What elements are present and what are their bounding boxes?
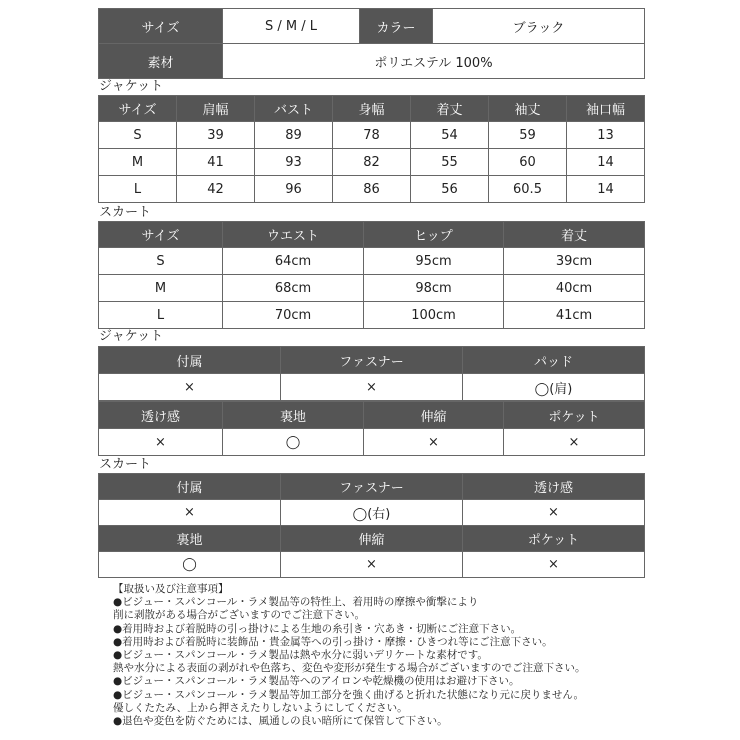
- table-row: [99, 374, 645, 401]
- table-row: [99, 122, 645, 149]
- cell: 55: [411, 149, 489, 176]
- note-line: 削に剥散がある場合がございますのでご注意下さい。: [113, 609, 365, 622]
- cell: ×: [504, 429, 645, 456]
- cell: M: [99, 275, 223, 302]
- note-line: ●退色や変色を防ぐためには、風通しの良い暗所にて保管して下さい。: [113, 715, 448, 728]
- cell: 13: [567, 122, 645, 149]
- skirt-detail-heading: スカート: [99, 457, 152, 472]
- cell: 98cm: [364, 275, 504, 302]
- header-stretch: 伸縮: [281, 526, 463, 552]
- cell: 41: [177, 149, 255, 176]
- jacket-size-table: [98, 95, 645, 203]
- skirt-detail-table: [98, 473, 645, 578]
- cell: ◯(肩): [463, 374, 645, 401]
- header-hip: ヒップ: [364, 222, 504, 248]
- note-line: ●着用時および着脱時の引っ掛けによる生地の糸引き・穴あき・切断にご注意下さい。: [113, 622, 522, 635]
- header-length: 着丈: [411, 96, 489, 122]
- header-size: サイズ: [99, 96, 177, 122]
- table-row: [99, 275, 645, 302]
- cell: 70cm: [223, 302, 364, 329]
- cell: 14: [567, 149, 645, 176]
- header-accessory: 付属: [99, 474, 281, 500]
- cell: ◯(右): [281, 500, 463, 526]
- jacket-size-heading: ジャケット: [99, 79, 164, 94]
- table-row: [99, 149, 645, 176]
- cell: 89: [255, 122, 333, 149]
- header-sleeve: 袖丈: [489, 96, 567, 122]
- cell: ×: [99, 429, 223, 456]
- cell: 96: [255, 176, 333, 203]
- cell: 59: [489, 122, 567, 149]
- cell: 39: [177, 122, 255, 149]
- table-row: [99, 176, 645, 203]
- care-notes: [113, 583, 713, 728]
- color-label: カラー: [360, 9, 433, 44]
- header-cuff: 袖口幅: [567, 96, 645, 122]
- note-line: ●ビジュー・スパンコール・ラメ製品等の特性上、着用時の摩擦や衝撃により: [113, 596, 479, 609]
- cell: S: [99, 122, 177, 149]
- note-line: ●ビジュー・スパンコール・ラメ製品等へのアイロンや乾燥機の使用はお避け下さい。: [113, 675, 520, 688]
- skirt-size-table: [98, 221, 645, 329]
- cell: S: [99, 248, 223, 275]
- cell: 40cm: [504, 275, 645, 302]
- size-value: S / M / L: [223, 9, 360, 44]
- header-waist: ウエスト: [223, 222, 364, 248]
- cell: M: [99, 149, 177, 176]
- cell: 82: [333, 149, 411, 176]
- note-line: ●ビジュー・スパンコール・ラメ製品は熱や水分に弱いデリケートな素材です。: [113, 649, 488, 662]
- material-value: ポリエステル 100%: [223, 44, 645, 79]
- header-size: サイズ: [99, 222, 223, 248]
- cell: 86: [333, 176, 411, 203]
- header-zipper: ファスナー: [281, 347, 463, 374]
- table-row: [99, 552, 645, 578]
- cell: 42: [177, 176, 255, 203]
- cell: 68cm: [223, 275, 364, 302]
- cell: ×: [281, 374, 463, 401]
- table-row: [99, 500, 645, 526]
- material-label: 素材: [99, 44, 223, 79]
- table-row: [99, 248, 645, 275]
- jacket-detail-heading: ジャケット: [99, 329, 164, 344]
- cell: L: [99, 302, 223, 329]
- cell: 54: [411, 122, 489, 149]
- cell: ×: [463, 500, 645, 526]
- table-row: [99, 302, 645, 329]
- size-label: サイズ: [99, 9, 223, 44]
- header-lining: 裏地: [99, 526, 281, 552]
- cell: 64cm: [223, 248, 364, 275]
- cell: ×: [99, 374, 281, 401]
- header-stretch: 伸縮: [364, 402, 504, 429]
- header-pad: パッド: [463, 347, 645, 374]
- header-length: 着丈: [504, 222, 645, 248]
- spec-table: [98, 8, 645, 79]
- header-zipper: ファスナー: [281, 474, 463, 500]
- jacket-detail-table-2: [98, 401, 645, 456]
- cell: 41cm: [504, 302, 645, 329]
- notes-title: 【取扱い及び注意事項】: [113, 583, 229, 595]
- note-line: ●着用時および着脱時に装飾品・貴金属等への引っ掛け・摩擦・ひきつれ等にご注意下さい。: [113, 635, 553, 648]
- cell: ×: [364, 429, 504, 456]
- cell: 95cm: [364, 248, 504, 275]
- cell: 14: [567, 176, 645, 203]
- header-pocket: ポケット: [504, 402, 645, 429]
- table-row: [99, 429, 645, 456]
- color-value: ブラック: [433, 9, 645, 44]
- cell: 93: [255, 149, 333, 176]
- header-accessory: 付属: [99, 347, 281, 374]
- cell: ×: [99, 500, 281, 526]
- cell: ×: [463, 552, 645, 578]
- header-bust: バスト: [255, 96, 333, 122]
- cell: 60: [489, 149, 567, 176]
- cell: L: [99, 176, 177, 203]
- cell: 100cm: [364, 302, 504, 329]
- cell: 39cm: [504, 248, 645, 275]
- header-sheer: 透け感: [463, 474, 645, 500]
- cell: ◯: [223, 429, 364, 456]
- note-line: ●ビジュー・スパンコール・ラメ製品等加工部分を強く曲げると折れた状態になり元に戻りません。: [113, 688, 585, 701]
- header-width: 身幅: [333, 96, 411, 122]
- jacket-detail-table-1: [98, 346, 645, 401]
- cell: 78: [333, 122, 411, 149]
- cell: 56: [411, 176, 489, 203]
- note-line: 熱や水分による表面の剥がれや色落ち、変色や変形が発生する場合がございますのでご注意下さい。: [113, 662, 586, 675]
- skirt-size-heading: スカート: [99, 205, 152, 220]
- header-lining: 裏地: [223, 402, 364, 429]
- header-sheer: 透け感: [99, 402, 223, 429]
- note-line: 優しくたたみ、上から押さえたりしないようにしてください。: [113, 701, 408, 714]
- header-pocket: ポケット: [463, 526, 645, 552]
- cell: ×: [281, 552, 463, 578]
- cell: ◯: [99, 552, 281, 578]
- header-shoulder: 肩幅: [177, 96, 255, 122]
- cell: 60.5: [489, 176, 567, 203]
